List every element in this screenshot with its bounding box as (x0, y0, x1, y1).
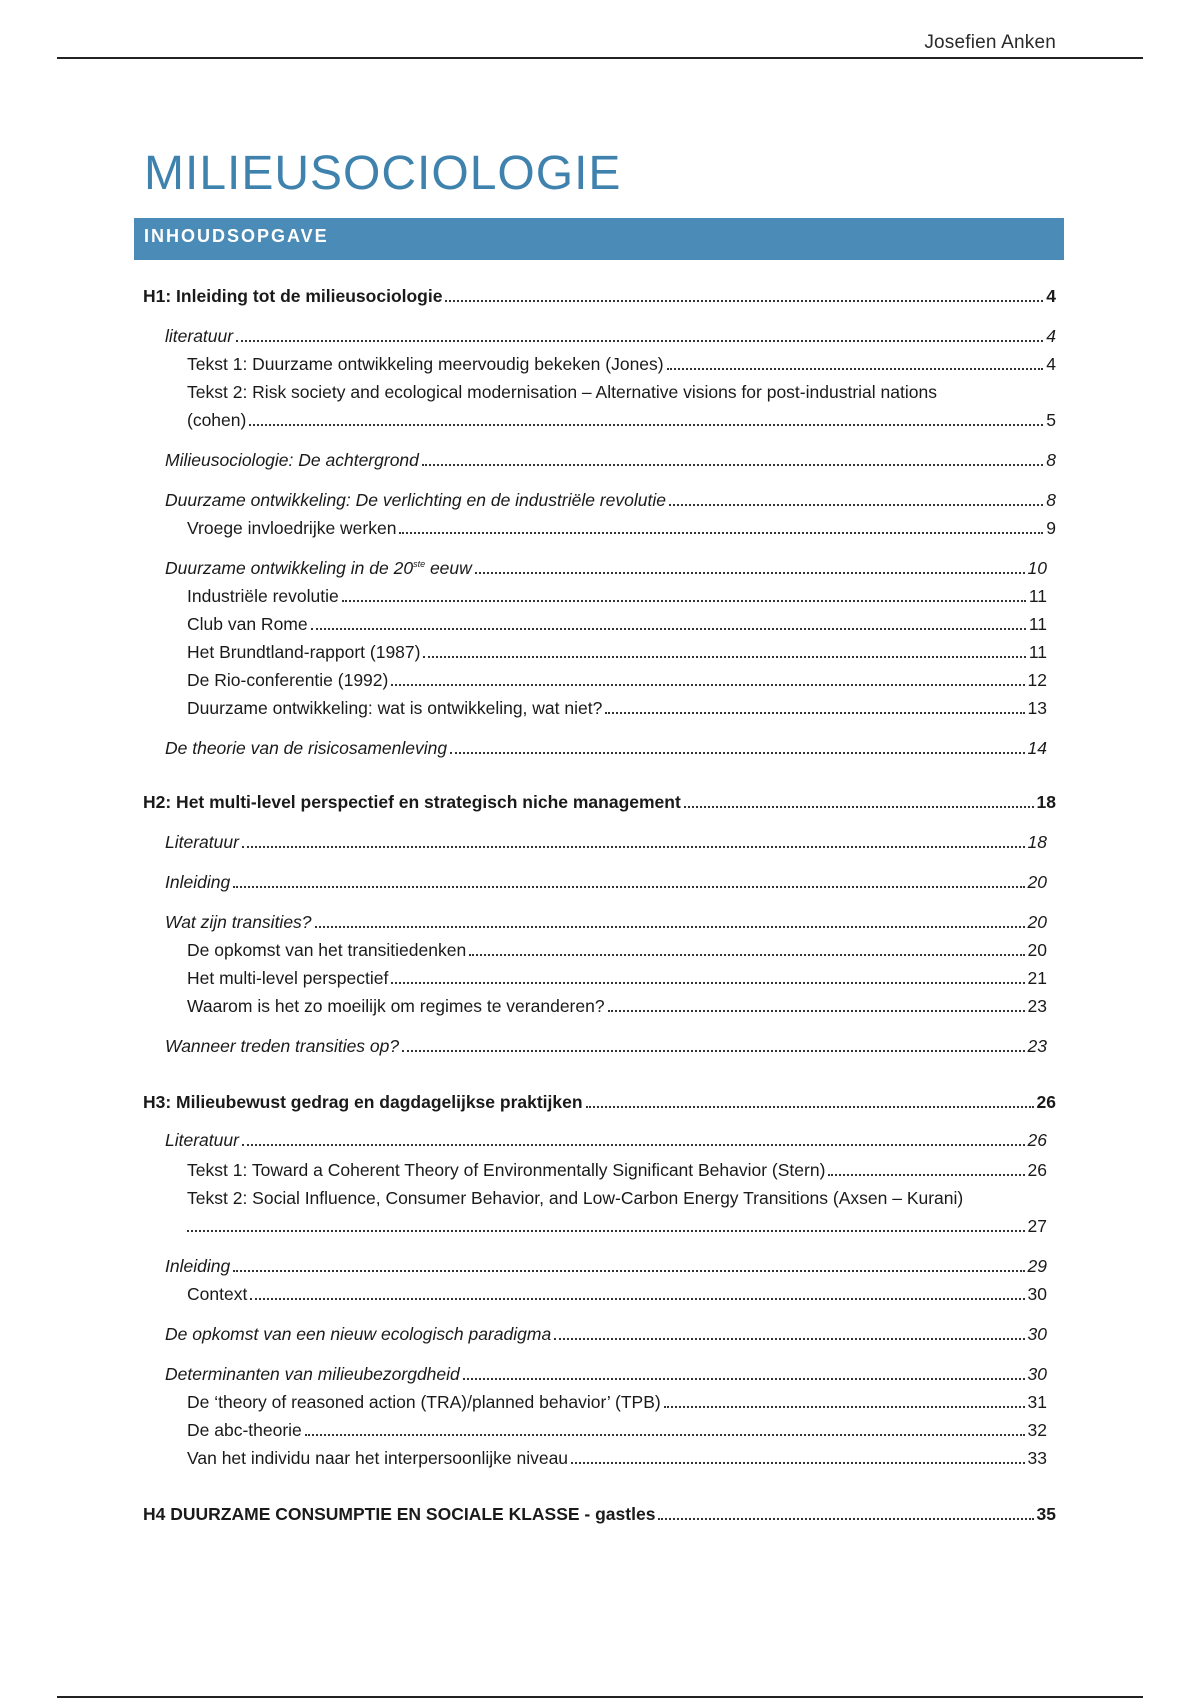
dot-leader (684, 806, 1034, 808)
toc-entry-page: 4 (1046, 326, 1056, 346)
toc-entry-h1-industriele[interactable] (187, 586, 1047, 607)
dot-leader (571, 1462, 1024, 1464)
toc-entry-title: Industriële revolutie (187, 586, 339, 606)
toc-entry-h1-twintigste[interactable] (165, 558, 1047, 579)
dot-leader (250, 1298, 1024, 1300)
toc-entry-page: 11 (1028, 586, 1047, 606)
toc-entry-page: 35 (1036, 1504, 1056, 1524)
toc-entry-title: H2: Het multi-level perspectief en strategisch niche management (143, 792, 681, 812)
toc-entry-page: 5 (1046, 410, 1056, 430)
toc-entry-title: Duurzame ontwikkeling: De verlichting en de industriële revolutie (165, 490, 666, 510)
toc-entry-title: De opkomst van een nieuw ecologisch paradigma (165, 1324, 552, 1344)
toc-entry-h3-tekst2[interactable] (187, 1216, 1047, 1237)
dot-leader (242, 1144, 1025, 1146)
toc-entry-title: Tekst 1: Duurzame ontwikkeling meervoudig bekeken (Jones) (187, 354, 664, 374)
toc-entry-page: 21 (1027, 968, 1047, 988)
toc-entry-h2-inleiding[interactable] (165, 872, 1047, 893)
dot-leader (463, 1378, 1025, 1380)
page-header (57, 28, 1143, 59)
toc-entry-title: Duurzame ontwikkeling in de 20ste eeuw (165, 558, 472, 578)
toc-entry-h3-inleiding[interactable] (165, 1256, 1047, 1277)
toc-entry-title: Het multi-level perspectief (187, 968, 389, 988)
toc-entry-page: 10 (1027, 558, 1047, 578)
toc-entry-title: Context (187, 1284, 248, 1304)
dot-leader (423, 656, 1025, 658)
toc-entry-page: 30 (1027, 1284, 1047, 1304)
toc-entry-h1-risico[interactable] (165, 738, 1047, 759)
toc-entry-h1-literatuur[interactable] (165, 326, 1056, 347)
toc-entry-title: H1: Inleiding tot de milieusociologie (143, 286, 443, 306)
dot-leader (469, 954, 1024, 956)
dot-leader (391, 684, 1024, 686)
dot-leader (667, 368, 1044, 370)
dot-leader (391, 982, 1024, 984)
dot-leader (311, 628, 1026, 630)
toc-entry-title: Literatuur (165, 1130, 239, 1150)
dot-leader (450, 752, 1024, 754)
toc-entry-title: Inleiding (165, 872, 231, 892)
toc-entry-page: 23 (1027, 1036, 1047, 1056)
toc-entry-title: literatuur (165, 326, 234, 346)
document-title: MILIEUSOCIOLOGIE (144, 147, 622, 200)
toc-entry-title: Literatuur (165, 832, 239, 852)
dot-leader (475, 572, 1025, 574)
toc-entry-h1-brundtland[interactable] (187, 642, 1047, 663)
dot-leader (187, 1230, 1025, 1232)
footer-rule (57, 1696, 1143, 1698)
dot-leader (554, 1338, 1024, 1340)
dot-leader (399, 532, 1043, 534)
toc-entry-page: 26 (1027, 1130, 1047, 1150)
toc-entry-h1-clubrome[interactable] (187, 614, 1047, 635)
toc-entry-h2-wanneer[interactable] (165, 1036, 1047, 1057)
toc-entry-page: 11 (1028, 614, 1047, 634)
toc-entry-h3-tekst1[interactable] (187, 1160, 1047, 1181)
toc-entry-h3-abc[interactable] (187, 1420, 1047, 1441)
dot-leader (445, 300, 1043, 302)
toc-entry-page: 20 (1027, 912, 1047, 932)
toc-entry-title: Het Brundtland-rapport (1987) (187, 642, 421, 662)
toc-heading: INHOUDSOPGAVE (144, 226, 329, 246)
toc-entry-page: 30 (1027, 1364, 1047, 1384)
toc-entry-page: 30 (1027, 1324, 1047, 1344)
toc-entry-page: 18 (1036, 792, 1056, 812)
dot-leader (342, 600, 1026, 602)
toc-entry-title: Determinanten van milieubezorgdheid (165, 1364, 460, 1384)
toc-entry-h1-vroege[interactable] (187, 518, 1056, 539)
dot-leader (605, 712, 1024, 714)
dot-leader (233, 886, 1024, 888)
toc-entry-page: 26 (1036, 1092, 1056, 1112)
toc-entry-page: 20 (1027, 940, 1047, 960)
toc-entry-page: 23 (1027, 996, 1047, 1016)
toc-entry-h3-tekst2-line1[interactable]: Tekst 2: Social Influence, Consumer Behavior, and Low-Carbon Energy Transitions (Axsen – Kurani) (187, 1188, 964, 1208)
dot-leader (608, 1010, 1025, 1012)
author-name: Josefien Anken (924, 32, 1056, 53)
toc-entry-page: 9 (1046, 518, 1056, 538)
toc-entry-h3[interactable] (143, 1092, 1056, 1113)
dot-leader (828, 1174, 1024, 1176)
toc-entry-h3-context[interactable] (187, 1284, 1047, 1305)
dot-leader (305, 1434, 1025, 1436)
toc-entry-title: De abc-theorie (187, 1420, 302, 1440)
toc-entry-h2-opkomst[interactable] (187, 940, 1047, 961)
toc-entry-title: De ‘theory of reasoned action (TRA)/planned behavior’ (TPB) (187, 1392, 661, 1412)
dot-leader (664, 1406, 1025, 1408)
dot-leader (402, 1050, 1024, 1052)
toc-entry-h2-mlp[interactable] (187, 968, 1047, 989)
toc-entry-h3-literatuur[interactable] (165, 1130, 1047, 1151)
toc-entry-title: Milieusociologie: De achtergrond (165, 450, 419, 470)
toc-entry-title: Duurzame ontwikkeling: wat is ontwikkeling, wat niet? (187, 698, 603, 718)
toc-entry-title: Wanneer treden transities op? (165, 1036, 400, 1056)
toc-entry-page: 32 (1027, 1420, 1047, 1440)
dot-leader (236, 340, 1043, 342)
toc-entry-title: Waarom is het zo moeilijk om regimes te veranderen? (187, 996, 605, 1016)
toc-entry-page: 4 (1046, 354, 1056, 374)
toc-entry-page: 33 (1027, 1448, 1047, 1468)
dot-leader (315, 926, 1025, 928)
toc-entry-page: 11 (1028, 642, 1047, 662)
toc-entry-h1-achtergrond[interactable] (165, 450, 1056, 471)
toc-entry-page: 26 (1027, 1160, 1047, 1180)
toc-entry-h1-wat[interactable] (187, 698, 1047, 719)
toc-entry-title: De Rio-conferentie (1992) (187, 670, 389, 690)
toc-entry-page: 18 (1027, 832, 1047, 852)
toc-entry-page: 20 (1027, 872, 1047, 892)
toc-entry-h1-rio[interactable] (187, 670, 1047, 691)
toc-entry-page: 27 (1027, 1216, 1047, 1236)
toc-entry-page: 4 (1046, 286, 1056, 306)
dot-leader (586, 1106, 1034, 1108)
toc-entry-h2-waarom[interactable] (187, 996, 1047, 1017)
toc-entry-page: 13 (1027, 698, 1047, 718)
toc-entry-title: Vroege invloedrijke werken (187, 518, 397, 538)
toc-entry-title: H4 DUURZAME CONSUMPTIE EN SOCIALE KLASSE - gastles (143, 1504, 656, 1524)
toc-entry-h1-tekst2[interactable] (187, 410, 1056, 431)
toc-entry-h2-transities[interactable] (165, 912, 1047, 933)
toc-entry-h3-paradigma[interactable] (165, 1324, 1047, 1345)
toc-entry-page: 8 (1046, 490, 1056, 510)
toc-entry-page: 14 (1027, 738, 1047, 758)
toc-entry-h3-tra[interactable] (187, 1392, 1047, 1413)
toc-entry-page: 31 (1027, 1392, 1047, 1412)
toc-entry-title: De opkomst van het transitiedenken (187, 940, 467, 960)
toc-entry-h2[interactable] (143, 792, 1056, 813)
toc-entry-title: Club van Rome (187, 614, 308, 634)
toc-entry-page: 29 (1027, 1256, 1047, 1276)
toc-entry-h4[interactable] (143, 1504, 1056, 1525)
toc-entry-title: (cohen) (187, 410, 247, 430)
dot-leader (658, 1518, 1033, 1520)
toc-entry-title: Van het individu naar het interpersoonlijke niveau (187, 1448, 569, 1468)
toc-entry-title: Tekst 1: Toward a Coherent Theory of Environmentally Significant Behavior (Stern) (187, 1160, 826, 1180)
toc-entry-title: H3: Milieubewust gedrag en dagdagelijkse praktijken (143, 1092, 583, 1112)
toc-entry-h2-literatuur[interactable] (165, 832, 1047, 853)
toc-heading-bar (134, 218, 1064, 260)
toc-entry-h3-individu[interactable] (187, 1448, 1047, 1469)
toc-entry-title: Inleiding (165, 1256, 231, 1276)
dot-leader (669, 504, 1043, 506)
dot-leader (249, 424, 1043, 426)
toc-entry-title: Wat zijn transities? (165, 912, 312, 932)
toc-entry-h1-tekst2-line1[interactable]: Tekst 2: Risk society and ecological modernisation – Alternative visions for post-industrial nations (187, 382, 937, 402)
dot-leader (233, 1270, 1024, 1272)
toc-entry-title: De theorie van de risicosamenleving (165, 738, 448, 758)
toc-entry-page: 8 (1046, 450, 1056, 470)
toc-entry-h3-determinanten[interactable] (165, 1364, 1047, 1385)
toc-entry-h1-verlichting[interactable] (165, 490, 1056, 511)
toc-entry-h1-tekst1[interactable] (187, 354, 1056, 375)
toc-entry-h1[interactable] (143, 286, 1056, 307)
dot-leader (422, 464, 1043, 466)
toc-entry-page: 12 (1027, 670, 1047, 690)
dot-leader (242, 846, 1025, 848)
